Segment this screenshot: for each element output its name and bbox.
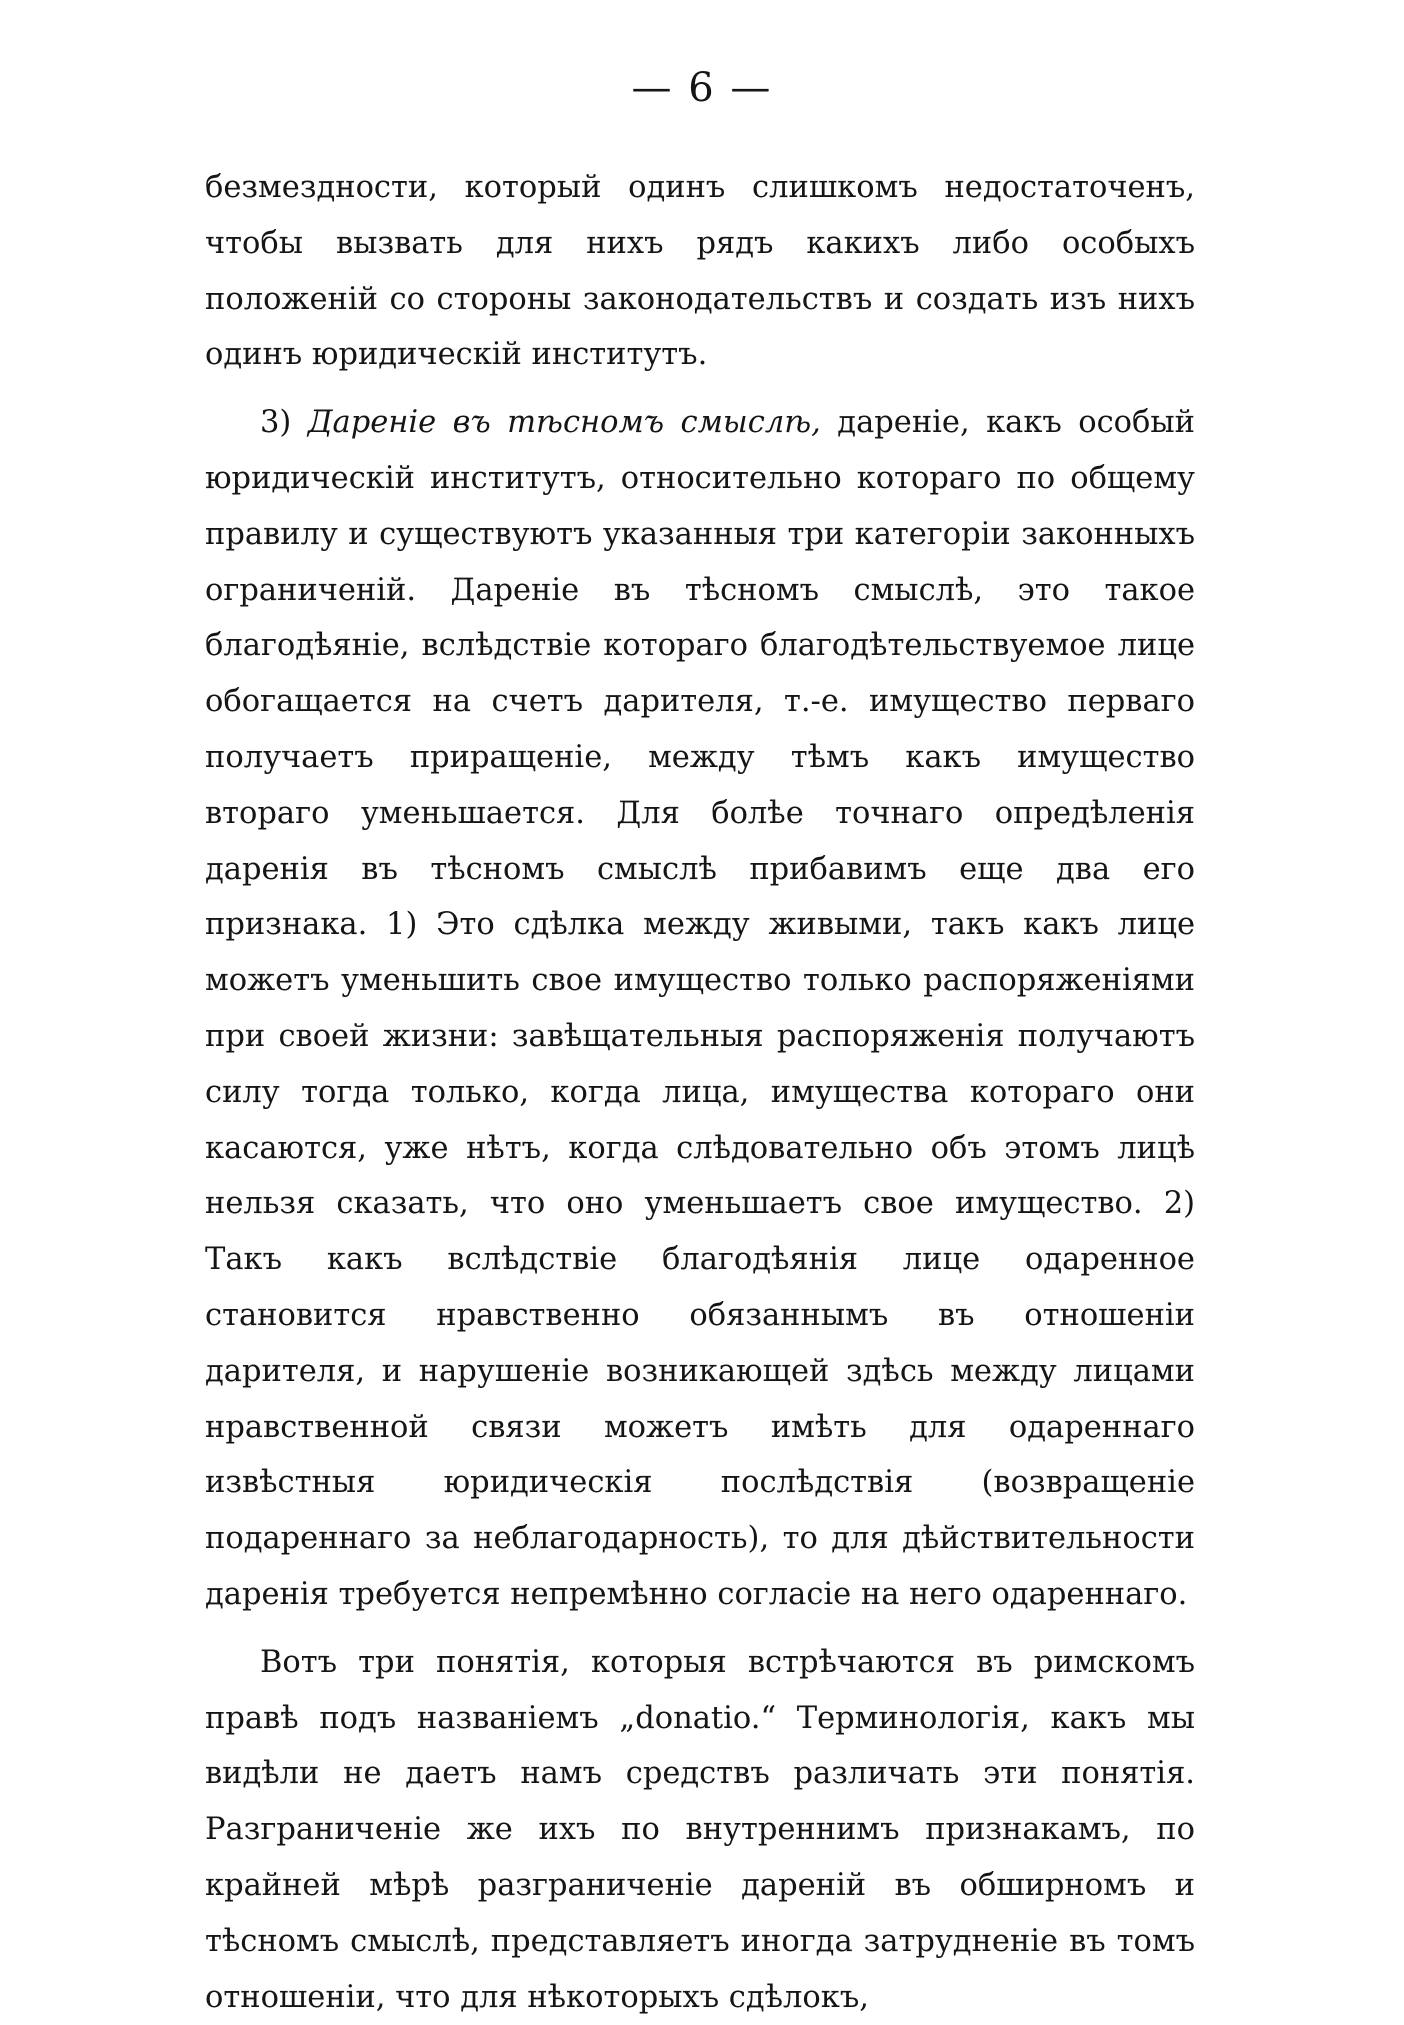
page-body <box>205 160 1195 2025</box>
paragraph-text: дареніе, какъ особый юридическій институтъ, относительно котораго по общему правилу и существуютъ указанныя три категоріи законныхъ ограниченій. Дареніе въ тѣсномъ смыслѣ, это такое благодѣяніе, вслѣдствіе котораго благодѣтельствуемое лице обогащается на счетъ дарителя, т.-е. имущество перваго получаетъ приращеніе, между тѣмъ какъ имущество втораго уменьшается. Для болѣе точнаго опредѣленія даренія въ тѣсномъ смыслѣ прибавимъ еще два его признака. 1) Это сдѣлка между живыми, такъ какъ лице можетъ уменьшить свое имущество только распоряженіями при своей жизни: завѣщательныя распоряженія получаютъ силу тогда только, когда лица, имущества котораго они касаются, уже нѣтъ, когда слѣдовательно объ этомъ лицѣ нельзя сказать, что оно уменьшаетъ свое имущество. 2) Такъ какъ вслѣдствіе благодѣянія лице одаренное становится нравственно обязаннымъ въ отношеніи дарителя, и нарушеніе возникающей здѣсь между лицами нравственной связи можетъ имѣть для одареннаго извѣстныя юридическія послѣдствія (возвращеніе подареннаго за неблагодарность), то для дѣйствительности даренія требуется непремѣнно согласіе на него одареннаго. <box>205 405 1195 1612</box>
paragraph-emphasis: Дареніе въ тѣсномъ смыслѣ, <box>307 405 821 441</box>
paragraph-text: Вотъ три понятія, которыя встрѣчаются въ римскомъ правѣ подъ названіемъ „donatio.“ Терминологія, какъ мы видѣли не даетъ намъ средствъ различать эти понятія. Разграниченіе же ихъ по внутреннимъ признакамъ, по крайней мѣрѣ разграниченіе дареній въ обширномъ и тѣсномъ смыслѣ, представляетъ иногда затрудненіе въ томъ отношеніи, что для нѣкоторыхъ сдѣлокъ, <box>205 1644 1195 2015</box>
paragraph-text: безмездности, который одинъ слишкомъ недостаточенъ, чтобы вызвать для нихъ рядъ какихъ либо особыхъ положеній со стороны законодательствъ и создать изъ нихъ одинъ юридическій институтъ. <box>205 170 1195 373</box>
paragraph-number: 3) <box>260 405 292 441</box>
paragraph-narrow-gift <box>205 395 1195 1623</box>
page-number: — 6 — <box>631 65 773 111</box>
paragraph-continuation <box>205 160 1195 383</box>
paragraph-donatio <box>205 1635 1195 2025</box>
